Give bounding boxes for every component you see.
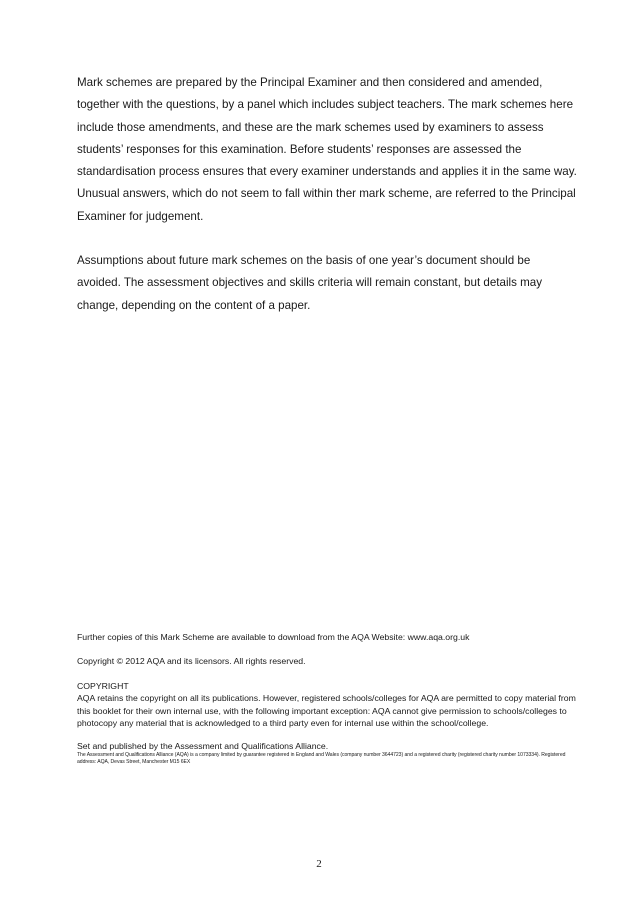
page-number: 2 <box>316 858 322 870</box>
mark-scheme-introduction <box>77 72 577 339</box>
published-by: Set and published by the Assessment and Qualifications Alliance. <box>77 741 329 752</box>
intro-paragraph-2: Assumptions about future mark schemes on the basis of one year’s document should be avoided. The assessment objectives and skills criteria will remain constant, but details may change, depending on the content of a paper. <box>77 254 543 312</box>
copyright-footer <box>77 631 577 766</box>
legal-notice: The Assessment and Qualifications Alliance (AQA) is a company limited by guarantee registered in England and Wales (company number 3644723) and a registered charity (registered charity number 1073334). Registered address: AQA, Devas Street, Manchester M15 6EX <box>77 752 566 766</box>
intro-paragraph-1: Mark schemes are prepared by the Principal Examiner and then considered and amended, together with the questions, by a panel which includes subject teachers. The mark schemes here include those amendments, and these are the mark schemes used by examiners to assess students’ responses for this examination. Before students’ responses are assessed the standardisation process ensures that every examiner understands and applies it in the same way. Unusual answers, which do not seem to fall within ther mark scheme, are referred to the Principal Examiner for judgement. <box>77 76 577 223</box>
copyright-text: AQA retains the copyright on all its publications. However, registered schools/colleges for AQA are permitted to copy material from this booklet for their own internal use, with the following important exception: AQA cannot give permission to schools/colleges to photocopy any material that is acknowledged to a third party even for internal use within the school/college. <box>77 693 576 729</box>
copyright-line: Copyright © 2012 AQA and its licensors. All rights reserved. <box>77 656 306 667</box>
copyright-heading: COPYRIGHT <box>77 680 129 691</box>
copyright-block <box>77 680 577 730</box>
further-copies-note: Further copies of this Mark Scheme are available to download from the AQA Website: www.aqa.org.uk <box>77 632 470 642</box>
